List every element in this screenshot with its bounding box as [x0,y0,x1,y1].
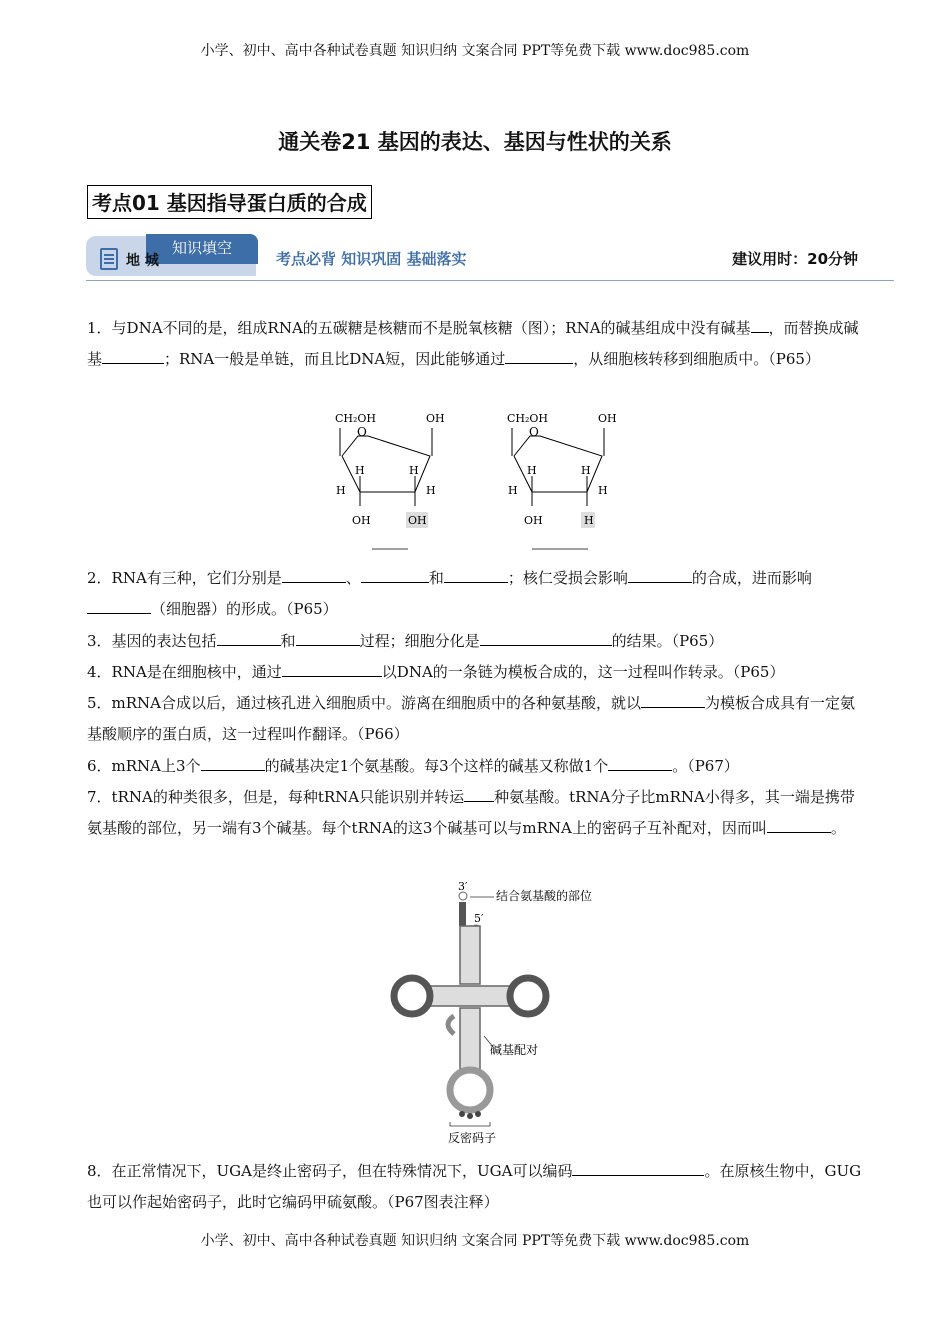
svg-text:结合氨基酸的部位: 结合氨基酸的部位 [496,889,593,903]
svg-text:CH₂OH: CH₂OH [335,412,377,425]
svg-text:H: H [508,484,518,497]
svg-text:H: H [409,464,419,477]
svg-text:O: O [357,425,367,439]
question-2: 2．RNA有三种，它们分别是 、 和 ；核仁受损会影响 的合成，进而影响（细胞器）的形成。（P65） [87,569,812,618]
section-banner [86,234,894,281]
blank[interactable] [505,349,573,364]
svg-text:碱基配对: 碱基配对 [490,1043,539,1057]
suggested-time: 建议用时：20分钟 [732,250,858,268]
question-5: 5．mRNA合成以后，通过核孔进入细胞质中。游离在细胞质中的各种氨基酸，就以 为模板合成具有一定氨基酸顺序的蛋白质，这一过程叫作翻译。（P66） [87,694,856,743]
svg-text:O: O [529,425,539,439]
blank[interactable] [102,349,164,364]
page-footer: 小学、初中、高中各种试卷真题 知识归纳 文案合同 PPT等免费下载 www.doc985.com [200,1233,750,1249]
blank[interactable] [87,599,151,614]
blank[interactable] [464,787,494,802]
question-1: 1．与DNA不同的是，组成RNA的五碳糖是核糖而不是脱氧核糖（图）；RNA的碱基组成中没有碱基 ，而替换成碱基 ；RNA一般是单链，而且比DNA短，因此能够通过 ，从细胞核转移到细胞质中。（P65） [87,319,859,368]
blank[interactable] [361,568,429,583]
banner-subtitle: 考点必背 知识巩固 基础落实 [276,250,467,268]
page-title: 通关卷21 基因的表达、基因与性状的关系 [278,130,672,154]
blank[interactable] [296,631,360,646]
svg-text:OH: OH [524,514,543,527]
svg-text:OH: OH [426,412,445,425]
book-icon [100,248,118,270]
svg-text:H: H [355,464,365,477]
ribose-structure [335,412,445,549]
blank[interactable] [641,693,705,708]
blank[interactable] [751,318,769,333]
svg-text:3′: 3′ [458,880,468,893]
svg-text:OH: OH [352,514,371,527]
svg-text:H: H [598,484,608,497]
blank[interactable] [572,1161,704,1176]
deoxyribose-structure [507,412,617,549]
blank[interactable] [217,631,281,646]
page-header: 小学、初中、高中各种试卷真题 知识归纳 文案合同 PPT等免费下载 www.doc985.com [200,43,750,59]
question-4: 4．RNA是在细胞核中，通过 以DNA的一条链为模板合成的，这一过程叫作转录。（P65） [87,663,785,681]
blank[interactable] [282,662,382,677]
question-7: 7．tRNA的种类很多，但是，每种tRNA只能识别并转运 种氨基酸。tRNA分子比mRNA小得多，其一端是携带氨基酸的部位，另一端有3个碱基。每个tRNA的这3个碱基可以与mRNA上的密码子互补配对，因而叫 。 [87,788,855,837]
ribose-deoxyribose-figure [320,406,640,556]
svg-text:H: H [527,464,537,477]
blank[interactable] [480,631,612,646]
svg-text:H: H [581,464,591,477]
blank[interactable] [628,568,692,583]
svg-text:H: H [336,484,346,497]
question-8: 8．在正常情况下，UGA是终止密码子，但在特殊情况下，UGA可以编码 。在原核生物中，GUG也可以作起始密码子，此时它编码甲硫氨酸。（P67图表注释） [87,1162,862,1211]
blank[interactable] [201,756,265,771]
question-3: 3．基因的表达包括 和 过程；细胞分化是 的结果。（P65） [87,632,724,650]
question-6: 6．mRNA上3个 的碱基决定1个氨基酸。每3个这样的碱基又称做1个 。（P67） [87,757,739,775]
svg-text:5′: 5′ [474,912,484,925]
trna-figure [388,876,593,1148]
blank[interactable] [767,818,831,833]
blank[interactable] [282,568,346,583]
svg-text:OH: OH [408,514,427,527]
banner-tab: 知识填空 [146,234,258,264]
svg-text:H: H [426,484,436,497]
svg-text:H: H [584,514,594,527]
blank[interactable] [608,756,672,771]
blank[interactable] [444,568,508,583]
svg-text:OH: OH [598,412,617,425]
section-heading: 考点01 基因指导蛋白质的合成 [87,185,372,219]
banner-watermark: 地 城 [126,253,159,269]
svg-text:反密码子: 反密码子 [448,1131,497,1145]
svg-text:CH₂OH: CH₂OH [507,412,549,425]
